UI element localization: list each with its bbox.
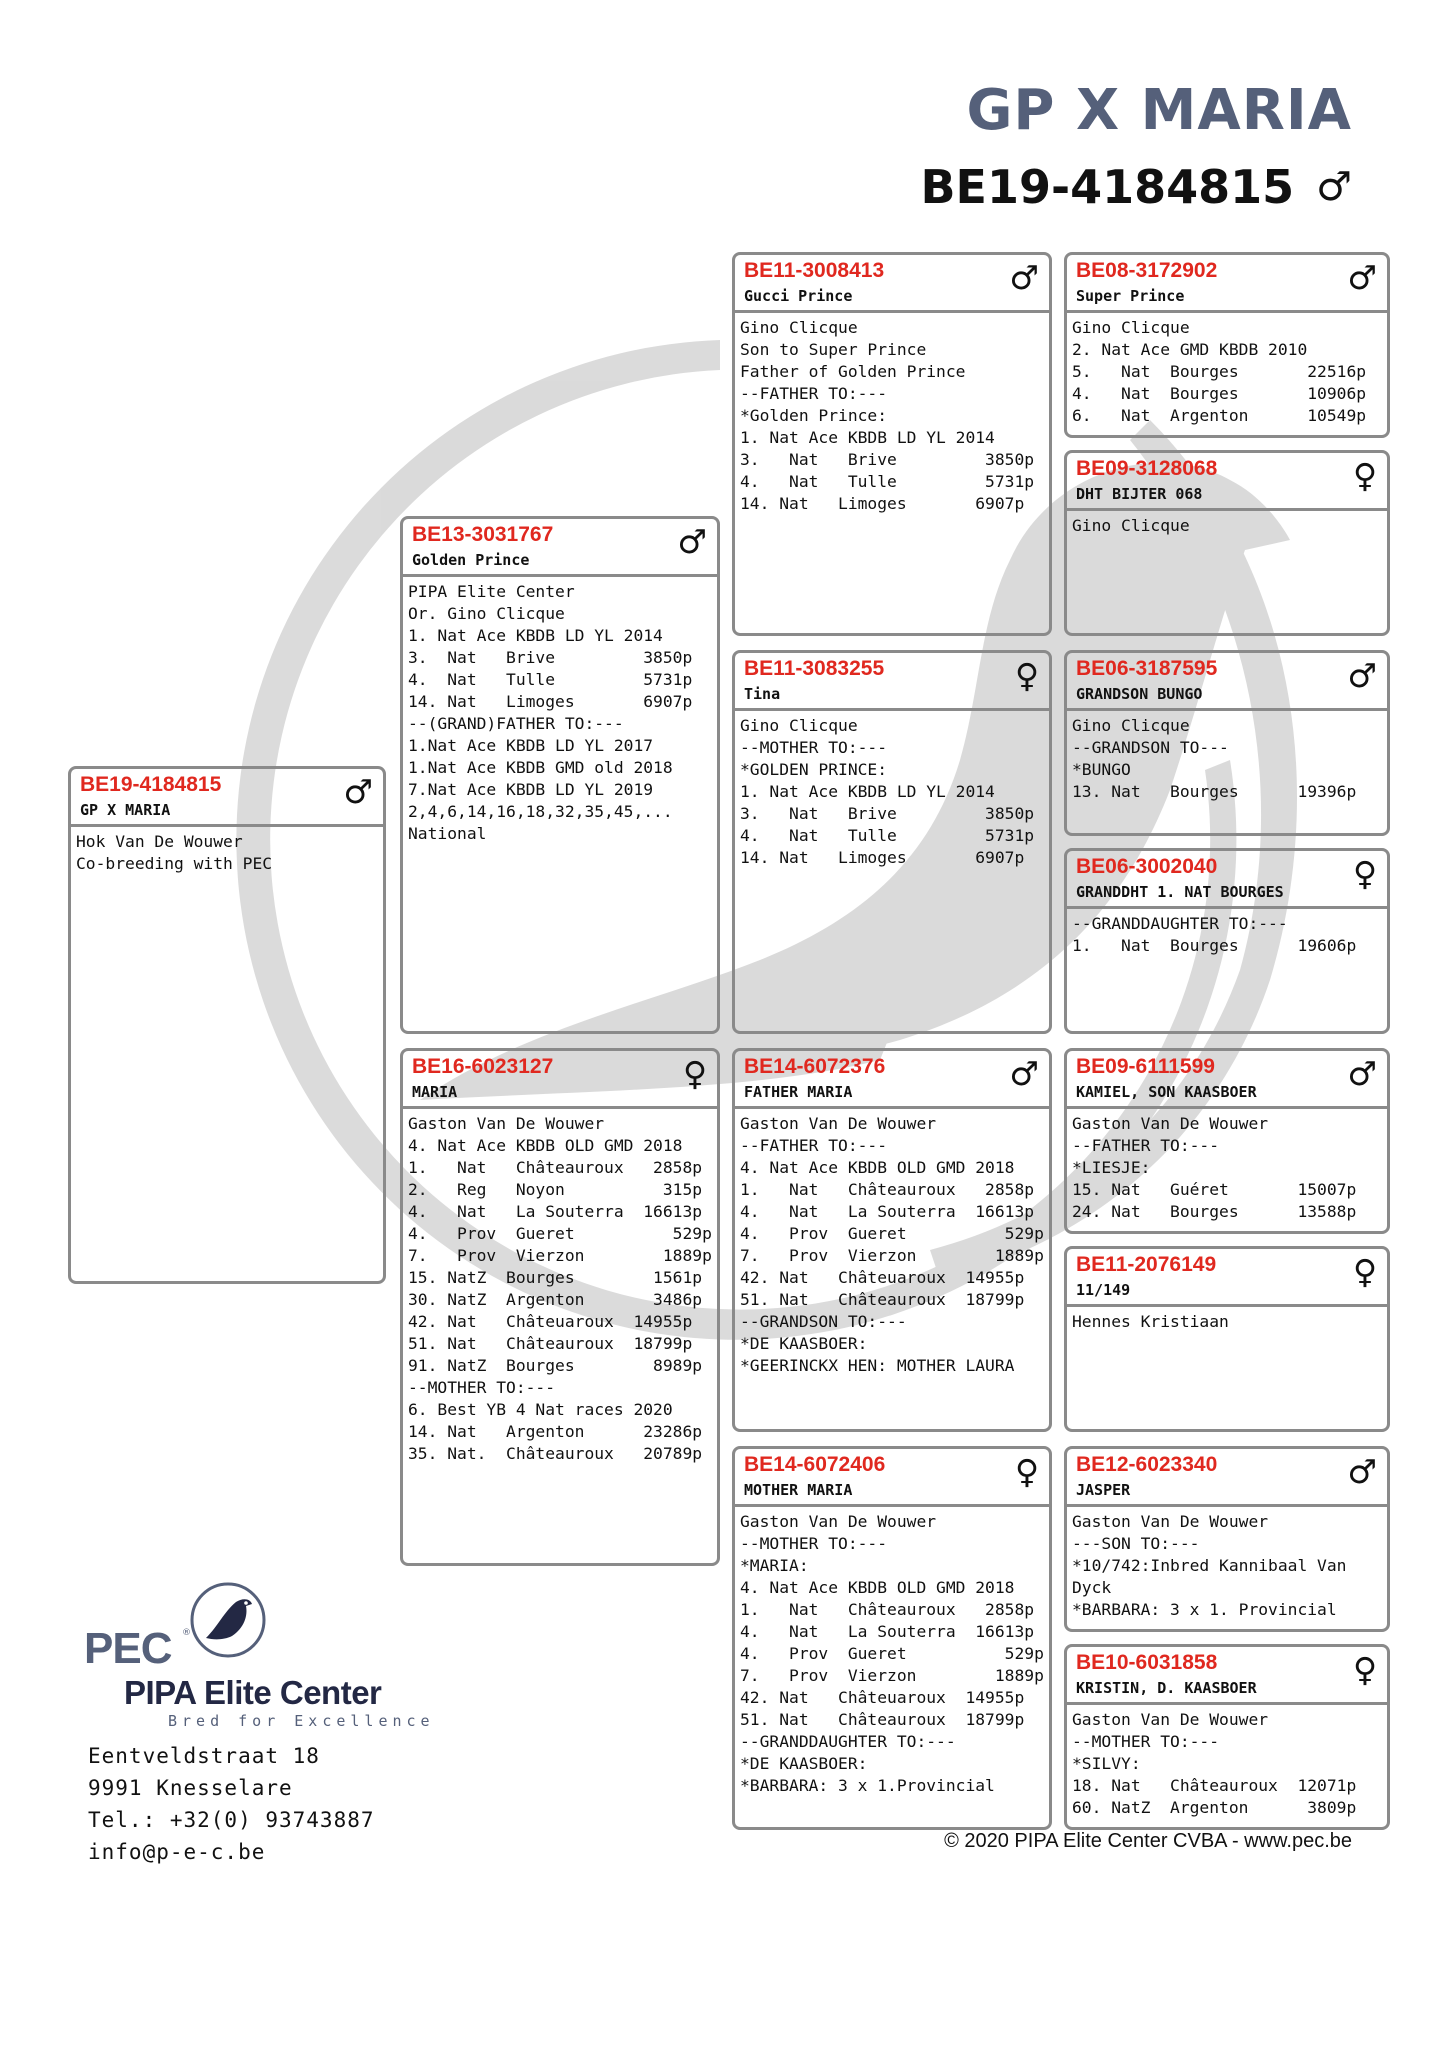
male-sex-icon: ♂	[1347, 258, 1377, 297]
pedigree-card-ffm	[1064, 450, 1390, 636]
card-details	[735, 313, 1049, 519]
detail-line: National	[408, 824, 487, 843]
address-block	[88, 1740, 375, 1868]
card-details	[1067, 909, 1387, 961]
card-header	[735, 653, 1049, 711]
ring-number: BE19-4184815	[80, 773, 222, 796]
ring-number: BE16-6023127	[412, 1055, 554, 1078]
detail-line: 4. Nat Ace KBDB OLD GMD 2018	[740, 1578, 1015, 1597]
male-sex-icon: ♂	[1347, 1452, 1377, 1491]
pigeon-name: DHT BIJTER 068	[1076, 485, 1203, 503]
female-sex-icon: ♀	[1352, 1650, 1377, 1689]
detail-line: Hok Van De Wouwer	[76, 832, 243, 851]
detail-line: 42. Nat Châteuaroux 14955p	[740, 1268, 1025, 1287]
detail-line: 42. Nat Châteuaroux 14955p	[408, 1312, 693, 1331]
detail-line: 1. Nat Châteauroux 2858p	[740, 1180, 1035, 1199]
card-header	[403, 519, 717, 577]
detail-line: 60. NatZ Argenton 3809p	[1072, 1798, 1357, 1817]
detail-line: 6. Best YB 4 Nat races 2020	[408, 1400, 673, 1419]
card-details	[403, 1109, 717, 1469]
card-header	[1067, 255, 1387, 313]
detail-line: *DE KAASBOER:	[740, 1754, 868, 1773]
detail-line: Gino Clicque	[1072, 516, 1190, 535]
ring-number: BE06-3187595	[1076, 657, 1218, 680]
pedigree-card-fmm	[1064, 848, 1390, 1034]
male-sex-icon: ♂	[343, 772, 373, 811]
detail-line: --GRANDDAUGHTER TO:---	[740, 1732, 956, 1751]
detail-line: Son to Super Prince	[740, 340, 927, 359]
detail-line: *DE KAASBOER:	[740, 1334, 868, 1353]
detail-line: 4. Nat Bourges 10906p	[1072, 384, 1367, 403]
address-email[interactable]: info@p-e-c.be	[88, 1840, 266, 1864]
detail-line: 3. Nat Brive 3850p	[408, 648, 693, 667]
ring-number: BE13-3031767	[412, 523, 554, 546]
pigeon-name: Super Prince	[1076, 287, 1185, 305]
card-header	[1067, 851, 1387, 909]
detail-line: Gaston Van De Wouwer	[1072, 1710, 1269, 1729]
pedigree-card-father	[400, 516, 720, 1034]
card-header	[71, 769, 383, 827]
card-header	[1067, 1051, 1387, 1109]
pigeon-name: Golden Prince	[412, 551, 530, 569]
ring-number: BE11-3083255	[744, 657, 885, 680]
detail-line: Hennes Kristiaan	[1072, 1312, 1229, 1331]
detail-line: 3. Nat Brive 3850p	[740, 804, 1035, 823]
male-sex-icon: ♂	[1347, 1054, 1377, 1093]
female-sex-icon: ♀	[1352, 854, 1377, 893]
detail-line: Gaston Van De Wouwer	[1072, 1512, 1269, 1531]
ring-number: BE14-6072376	[744, 1055, 886, 1078]
detail-line: 51. Nat Châteauroux 18799p	[740, 1290, 1025, 1309]
card-details	[403, 577, 717, 849]
card-header	[735, 1051, 1049, 1109]
detail-line: 2,4,6,14,16,18,32,35,45,...	[408, 802, 673, 821]
detail-line: *BARBARA: 3 x 1. Provincial	[1072, 1600, 1337, 1619]
detail-line: --(GRAND)FATHER TO:---	[408, 714, 624, 733]
detail-line: Gino Clicque	[1072, 716, 1190, 735]
logo-company-name: PIPA Elite Center	[124, 1674, 382, 1711]
detail-line: 51. Nat Châteauroux 18799p	[408, 1334, 693, 1353]
detail-line: 4. Nat Tulle 5731p	[740, 472, 1035, 491]
detail-line: 4. Nat La Souterra 16613p	[740, 1202, 1035, 1221]
pedigree-card-fm	[732, 650, 1052, 1034]
female-sex-icon: ♀	[682, 1054, 707, 1093]
detail-line: Gaston Van De Wouwer	[740, 1114, 937, 1133]
detail-line: *GEERINCKX HEN: MOTHER LAURA	[740, 1356, 1015, 1375]
detail-line: *LIESJE:	[1072, 1158, 1151, 1177]
pigeon-name: KRISTIN, D. KAASBOER	[1076, 1679, 1257, 1697]
detail-line: *Golden Prince:	[740, 406, 888, 425]
detail-line: Gaston Van De Wouwer	[408, 1114, 605, 1133]
detail-line: 18. Nat Châteauroux 12071p	[1072, 1776, 1357, 1795]
card-header	[735, 1449, 1049, 1507]
pigeon-name: JASPER	[1076, 1481, 1131, 1499]
pigeon-name: Tina	[744, 685, 781, 703]
detail-line: *BUNGO	[1072, 760, 1131, 779]
pedigree-card-mff	[1064, 1048, 1390, 1234]
female-sex-icon: ♀	[1014, 1452, 1039, 1491]
pigeon-name: GP X MARIA	[80, 801, 171, 819]
detail-line: Or. Gino Clicque	[408, 604, 565, 623]
detail-line: Gino Clicque	[740, 716, 858, 735]
detail-line: 35. Nat. Châteauroux 20789p	[408, 1444, 703, 1463]
card-header	[403, 1051, 717, 1109]
pec-logo	[82, 1580, 442, 1730]
female-sex-icon: ♀	[1352, 1252, 1377, 1291]
detail-line: 24. Nat Bourges 13588p	[1072, 1202, 1357, 1221]
card-header	[1067, 453, 1387, 511]
detail-line: Gaston Van De Wouwer	[740, 1512, 937, 1531]
detail-line: 4. Nat Ace KBDB OLD GMD 2018	[740, 1158, 1015, 1177]
pedigree-card-mmf	[1064, 1446, 1390, 1632]
pigeon-name: MARIA	[412, 1083, 458, 1101]
detail-line: 13. Nat Bourges 19396p	[1072, 782, 1357, 801]
detail-line: 5. Nat Bourges 22516p	[1072, 362, 1367, 381]
ring-number: BE06-3002040	[1076, 855, 1218, 878]
pigeon-name: 11/149	[1076, 1281, 1131, 1299]
detail-line: 1.Nat Ace KBDB LD YL 2017	[408, 736, 654, 755]
detail-line: 4. Nat Tulle 5731p	[408, 670, 693, 689]
address-city: 9991 Knesselare	[88, 1776, 293, 1800]
detail-line: *MARIA:	[740, 1556, 809, 1575]
detail-line: 2. Nat Ace GMD KBDB 2010	[1072, 340, 1308, 359]
detail-line: 7. Prov Vierzon 1889p	[408, 1246, 712, 1265]
card-header	[1067, 653, 1387, 711]
detail-line: Gino Clicque	[1072, 318, 1190, 337]
detail-line: Dyck	[1072, 1578, 1112, 1597]
detail-line: --GRANDDAUGHTER TO:---	[1072, 914, 1288, 933]
detail-line: 4. Prov Gueret 529p	[408, 1224, 712, 1243]
detail-line: 1. Nat Bourges 19606p	[1072, 936, 1357, 955]
detail-line: --MOTHER TO:---	[408, 1378, 556, 1397]
card-details	[1067, 1307, 1387, 1337]
subject-ring-heading	[921, 160, 1353, 214]
detail-line: --MOTHER TO:---	[740, 1534, 888, 1553]
detail-line: --GRANDSON TO:---	[740, 1312, 907, 1331]
detail-line: 7.Nat Ace KBDB LD YL 2019	[408, 780, 654, 799]
card-details	[735, 711, 1049, 873]
detail-line: Father of Golden Prince	[740, 362, 966, 381]
detail-line: Co-breeding with PEC	[76, 854, 273, 873]
detail-line: 42. Nat Châteuaroux 14955p	[740, 1688, 1025, 1707]
detail-line: --FATHER TO:---	[740, 384, 888, 403]
detail-line: 2. Reg Noyon 315p	[408, 1180, 703, 1199]
detail-line: 1. Nat Châteauroux 2858p	[740, 1600, 1035, 1619]
pedigree-card-mf	[732, 1048, 1052, 1432]
detail-line: --FATHER TO:---	[740, 1136, 888, 1155]
detail-line: 14. Nat Limoges 6907p	[740, 494, 1025, 513]
detail-line: Gaston Van De Wouwer	[1072, 1114, 1269, 1133]
card-details	[1067, 711, 1387, 807]
detail-line: 1. Nat Ace KBDB LD YL 2014	[408, 626, 663, 645]
male-sex-icon: ♂	[1009, 258, 1039, 297]
logo-tagline: Bred for Excellence	[168, 1712, 435, 1730]
address-street: Eentveldstraat 18	[88, 1744, 320, 1768]
detail-line: 51. Nat Châteauroux 18799p	[740, 1710, 1025, 1729]
detail-line: ---SON TO:---	[1072, 1534, 1200, 1553]
detail-line: 7. Prov Vierzon 1889p	[740, 1246, 1044, 1265]
address-phone: Tel.: +32(0) 93743887	[88, 1808, 375, 1832]
detail-line: 14. Nat Limoges 6907p	[408, 692, 693, 711]
male-sex-icon: ♂	[677, 522, 707, 561]
male-sex-icon: ♂	[1009, 1054, 1039, 1093]
card-header	[735, 255, 1049, 313]
pigeon-name: FATHER MARIA	[744, 1083, 853, 1101]
detail-line: 30. NatZ Argenton 3486p	[408, 1290, 703, 1309]
pigeon-name: GRANDSON BUNGO	[1076, 685, 1203, 703]
card-details	[735, 1507, 1049, 1801]
detail-line: 91. NatZ Bourges 8989p	[408, 1356, 703, 1375]
detail-line: PIPA Elite Center	[408, 582, 575, 601]
detail-line: *BARBARA: 3 x 1.Provincial	[740, 1776, 995, 1795]
pedigree-card-subject	[68, 766, 386, 1284]
detail-line: --MOTHER TO:---	[1072, 1732, 1220, 1751]
detail-line: 4. Prov Gueret 529p	[740, 1644, 1044, 1663]
detail-line: 1. Nat Ace KBDB LD YL 2014	[740, 428, 995, 447]
card-details	[1067, 511, 1387, 541]
detail-line: 1.Nat Ace KBDB GMD old 2018	[408, 758, 673, 777]
detail-line: 15. Nat Guéret 15007p	[1072, 1180, 1357, 1199]
ring-number: BE12-6023340	[1076, 1453, 1218, 1476]
detail-line: *10/742:Inbred Kannibaal Van	[1072, 1556, 1347, 1575]
pigeon-logo-icon	[188, 1580, 268, 1660]
ring-number: BE08-3172902	[1076, 259, 1218, 282]
detail-line: 7. Prov Vierzon 1889p	[740, 1666, 1044, 1685]
male-sex-icon: ♂	[1316, 164, 1352, 210]
detail-line: 4. Nat Ace KBDB OLD GMD 2018	[408, 1136, 683, 1155]
pigeon-name: Gucci Prince	[744, 287, 853, 305]
detail-line: 3. Nat Brive 3850p	[740, 450, 1035, 469]
pedigree-card-ff	[732, 252, 1052, 636]
card-header	[1067, 1249, 1387, 1307]
ring-number: BE09-6111599	[1076, 1055, 1215, 1078]
detail-line: 4. Nat Tulle 5731p	[740, 826, 1035, 845]
ring-number: BE09-3128068	[1076, 457, 1218, 480]
ring-number: BE10-6031858	[1076, 1651, 1218, 1674]
detail-line: 6. Nat Argenton 10549p	[1072, 406, 1367, 425]
detail-line: --GRANDSON TO---	[1072, 738, 1229, 757]
registered-mark: ®	[182, 1628, 191, 1638]
detail-line: 14. Nat Argenton 23286p	[408, 1422, 703, 1441]
detail-line: 4. Nat La Souterra 16613p	[740, 1622, 1035, 1641]
card-details	[735, 1109, 1049, 1381]
page-title: GP X MARIA	[966, 78, 1352, 143]
pigeon-name: GRANDDHT 1. NAT BOURGES	[1076, 883, 1284, 901]
card-header	[1067, 1449, 1387, 1507]
pedigree-card-mfm	[1064, 1246, 1390, 1432]
copyright-notice: © 2020 PIPA Elite Center CVBA - www.pec.be	[944, 1830, 1352, 1852]
detail-line: Gino Clicque	[740, 318, 858, 337]
pedigree-card-mother	[400, 1048, 720, 1566]
female-sex-icon: ♀	[1014, 656, 1039, 695]
female-sex-icon: ♀	[1352, 456, 1377, 495]
detail-line: 14. Nat Limoges 6907p	[740, 848, 1025, 867]
card-details	[71, 827, 383, 879]
pigeon-name: KAMIEL, SON KAASBOER	[1076, 1083, 1257, 1101]
ring-number: BE11-2076149	[1076, 1253, 1217, 1276]
card-details	[1067, 1507, 1387, 1625]
male-sex-icon: ♂	[1347, 656, 1377, 695]
ring-number: BE11-3008413	[744, 259, 885, 282]
detail-line: 1. Nat Ace KBDB LD YL 2014	[740, 782, 995, 801]
logo-short-name: PEC	[84, 1624, 172, 1673]
pedigree-card-fmf	[1064, 650, 1390, 836]
detail-line: *SILVY:	[1072, 1754, 1141, 1773]
ring-number: BE14-6072406	[744, 1453, 886, 1476]
card-details	[1067, 1109, 1387, 1227]
detail-line: *GOLDEN PRINCE:	[740, 760, 888, 779]
subject-ring-number: BE19-4184815	[920, 160, 1295, 214]
detail-line: 1. Nat Châteauroux 2858p	[408, 1158, 703, 1177]
card-details	[1067, 1705, 1387, 1823]
detail-line: --FATHER TO:---	[1072, 1136, 1220, 1155]
card-details	[1067, 313, 1387, 431]
detail-line: --MOTHER TO:---	[740, 738, 888, 757]
detail-line: 15. NatZ Bourges 1561p	[408, 1268, 703, 1287]
detail-line: 4. Nat La Souterra 16613p	[408, 1202, 703, 1221]
detail-line: 4. Prov Gueret 529p	[740, 1224, 1044, 1243]
card-header	[1067, 1647, 1387, 1705]
pigeon-name: MOTHER MARIA	[744, 1481, 853, 1499]
pedigree-card-mm	[732, 1446, 1052, 1830]
pedigree-card-fff	[1064, 252, 1390, 438]
pedigree-card-mmm	[1064, 1644, 1390, 1830]
